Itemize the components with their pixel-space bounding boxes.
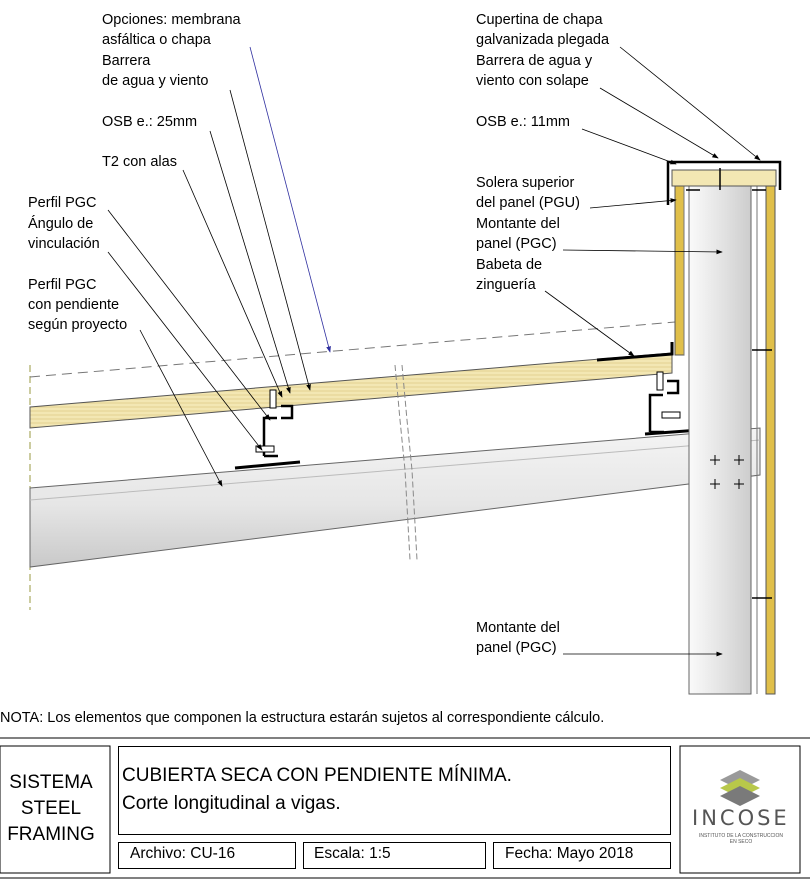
label-montante-bottom-1: Montante del (476, 620, 560, 636)
blue-leader-line (250, 47, 330, 352)
escala-field: Escala: 1:5 (314, 845, 391, 862)
system-line-1: SISTEMA (9, 772, 93, 793)
osb-25-board (30, 353, 672, 428)
fecha-field: Fecha: Mayo 2018 (505, 845, 634, 862)
label-barrera-left-1: Barrera (102, 53, 151, 69)
wall-post (689, 178, 751, 694)
drawing-title: CUBIERTA SECA CON PENDIENTE MÍNIMA. (122, 765, 512, 786)
label-osb-25: OSB e.: 25mm (102, 114, 198, 130)
logo-subtitle-1: INSTITUTO DE LA CONSTRUCCION (698, 833, 784, 839)
label-montante-top-1: Montante del (476, 216, 560, 232)
label-barrera-right-1: Barrera de agua y (476, 53, 593, 69)
leader-lines (108, 47, 760, 654)
logo-subtitle-2: EN SECO (729, 839, 753, 845)
wall-osb-left (675, 185, 684, 355)
archivo-field: Archivo: CU-16 (130, 845, 236, 862)
system-line-2: STEEL (20, 798, 82, 819)
label-t2: T2 con alas (102, 154, 177, 170)
label-babeta-1: Babeta de (476, 257, 543, 273)
label-opciones-1: Opciones: membrana (102, 12, 241, 28)
label-barrera-left-2: de agua y viento (102, 73, 209, 89)
logo-wordmark: INCOSE (692, 806, 790, 830)
label-perfil-pendiente-3: según proyecto (28, 317, 128, 333)
label-angulo-1: Ángulo de (28, 216, 94, 232)
incose-logo-icon (720, 770, 760, 806)
t2-profile-left (235, 406, 300, 468)
label-perfil-pgc: Perfil PGC (28, 195, 97, 211)
label-osb-11: OSB e.: 11mm (476, 114, 571, 130)
label-solera-2: del panel (PGU) (476, 195, 580, 211)
label-cupertina-1: Cupertina de chapa (476, 12, 603, 28)
label-perfil-pendiente-1: Perfil PGC (28, 277, 97, 293)
label-barrera-right-2: viento con solape (476, 73, 589, 89)
wall-osb-right (766, 185, 775, 694)
label-angulo-2: vinculación (28, 236, 100, 252)
label-solera-1: Solera superior (476, 175, 575, 191)
top-plate-pgu (672, 170, 776, 186)
label-opciones-2: asfáltica o chapa (102, 32, 211, 48)
system-name (0, 770, 102, 848)
calculation-note: NOTA: Los elementos que componen la estructura estarán sujetos al correspondiente cálculo. (0, 710, 605, 726)
label-montante-bottom-2: panel (PGC) (476, 640, 557, 656)
label-perfil-pendiente-2: con pendiente (28, 297, 120, 313)
system-line-3: FRAMING (7, 824, 95, 845)
drawing-subtitle: Corte longitudinal a vigas. (122, 793, 341, 814)
label-cupertina-2: galvanizada plegada (476, 32, 610, 48)
label-montante-top-2: panel (PGC) (476, 236, 557, 252)
title-box (118, 746, 671, 835)
label-babeta-2: zinguería (476, 277, 536, 293)
logo-subtitle (696, 833, 786, 845)
